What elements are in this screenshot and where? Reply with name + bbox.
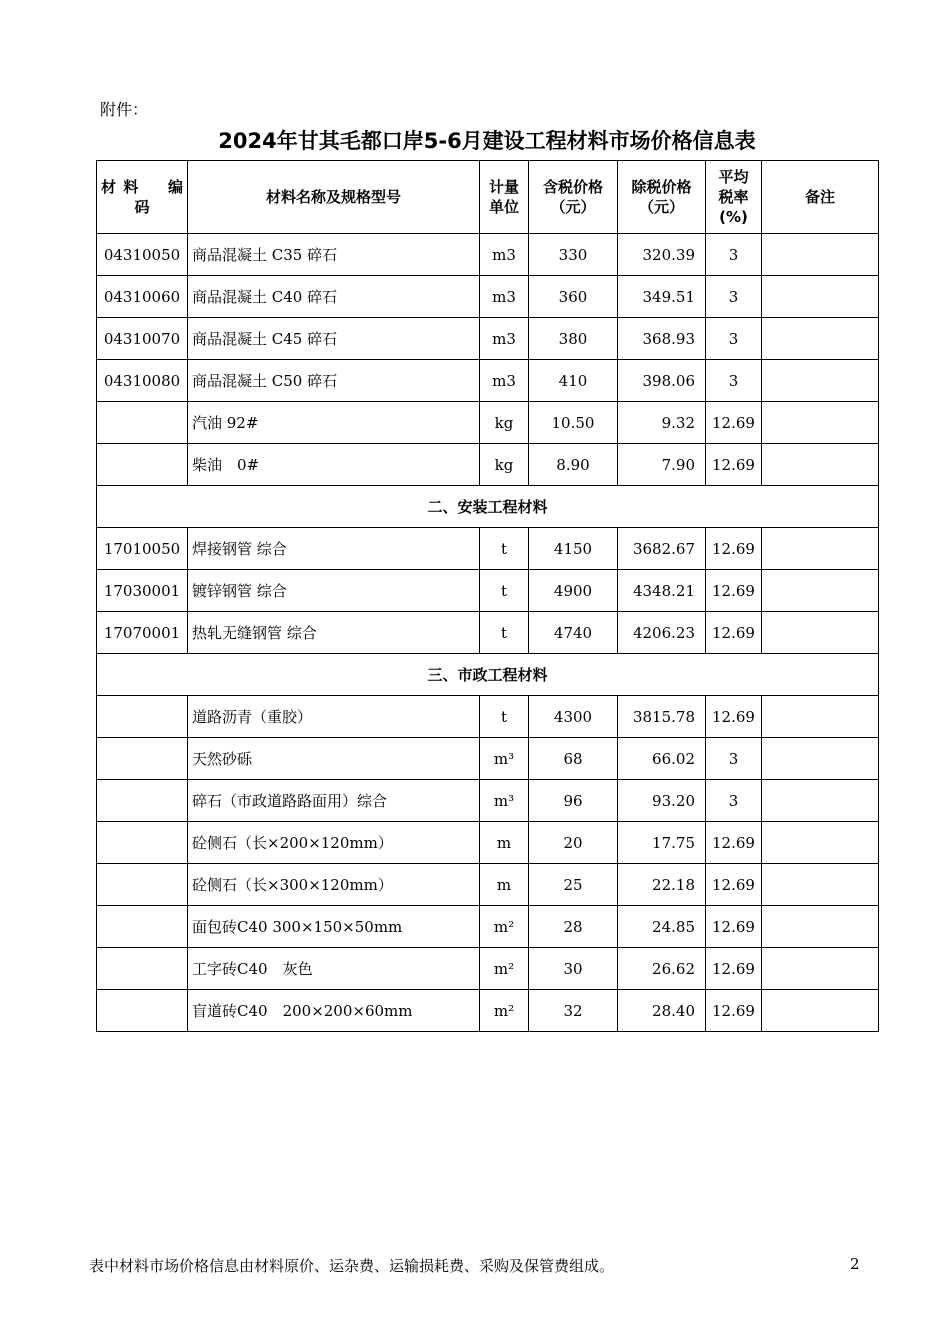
tax-rate-cell: 3 (706, 276, 762, 318)
price-without-tax-cell: 22.18 (618, 864, 706, 906)
section-header-row (97, 486, 879, 528)
remark-cell (762, 906, 879, 948)
table-row (97, 822, 879, 864)
remark-cell (762, 864, 879, 906)
tax-rate-cell: 12.69 (706, 570, 762, 612)
unit-cell: t (480, 696, 529, 738)
price-without-tax-cell: 4206.23 (618, 612, 706, 654)
page-title: 2024年甘其毛都口岸5-6月建设工程材料市场价格信息表 (218, 129, 756, 153)
tax-rate-cell: 12.69 (706, 696, 762, 738)
unit-cell: m² (480, 990, 529, 1032)
remark-cell (762, 360, 879, 402)
table-row (97, 360, 879, 402)
price-with-tax-cell: 30 (529, 948, 618, 990)
table-row (97, 234, 879, 276)
price-table (96, 160, 879, 1032)
header-price-tax (529, 161, 618, 234)
price-without-tax-cell: 26.62 (618, 948, 706, 990)
remark-cell (762, 990, 879, 1032)
material-code-cell (97, 738, 188, 780)
table-row (97, 612, 879, 654)
material-code-cell: 04310080 (97, 360, 188, 402)
material-name-cell: 柴油 0# (188, 444, 480, 486)
remark-cell (762, 570, 879, 612)
header-code (97, 161, 188, 234)
remark-cell (762, 402, 879, 444)
table-row (97, 570, 879, 612)
material-code-cell (97, 696, 188, 738)
header-code-line1: 材料 编 (101, 178, 183, 196)
unit-cell: m3 (480, 234, 529, 276)
tax-rate-cell: 12.69 (706, 444, 762, 486)
tax-rate-cell: 12.69 (706, 528, 762, 570)
material-name-cell: 道路沥青（重胶） (188, 696, 480, 738)
material-name-cell: 天然砂砾 (188, 738, 480, 780)
price-without-tax-cell: 368.93 (618, 318, 706, 360)
material-name-cell: 盲道砖C40 200×200×60mm (188, 990, 480, 1032)
unit-cell: t (480, 570, 529, 612)
material-name-cell: 砼侧石（长×300×120mm） (188, 864, 480, 906)
price-with-tax-cell: 20 (529, 822, 618, 864)
material-code-cell (97, 822, 188, 864)
price-with-tax-cell: 8.90 (529, 444, 618, 486)
tax-rate-cell: 3 (706, 234, 762, 276)
remark-cell (762, 234, 879, 276)
price-without-tax-cell: 398.06 (618, 360, 706, 402)
price-with-tax-cell: 10.50 (529, 402, 618, 444)
section-header-row (97, 654, 879, 696)
tax-rate-cell: 3 (706, 360, 762, 402)
unit-cell: m² (480, 906, 529, 948)
header-row (97, 161, 879, 234)
price-with-tax-cell: 4740 (529, 612, 618, 654)
material-name-cell: 商品混凝土 C45 碎石 (188, 318, 480, 360)
remark-cell (762, 780, 879, 822)
tax-rate-cell: 12.69 (706, 864, 762, 906)
price-with-tax-cell: 68 (529, 738, 618, 780)
price-without-tax-cell: 7.90 (618, 444, 706, 486)
unit-cell: m3 (480, 318, 529, 360)
price-without-tax-cell: 4348.21 (618, 570, 706, 612)
price-with-tax-cell: 25 (529, 864, 618, 906)
price-without-tax-cell: 24.85 (618, 906, 706, 948)
table-row (97, 738, 879, 780)
material-name-cell: 砼侧石（长×200×120mm） (188, 822, 480, 864)
remark-cell (762, 318, 879, 360)
remark-cell (762, 276, 879, 318)
material-code-cell: 04310060 (97, 276, 188, 318)
material-code-cell: 17030001 (97, 570, 188, 612)
tax-rate-cell: 3 (706, 318, 762, 360)
table-row (97, 780, 879, 822)
material-name-cell: 热轧无缝钢管 综合 (188, 612, 480, 654)
unit-cell: m³ (480, 738, 529, 780)
unit-cell: m (480, 822, 529, 864)
header-code-line2: 码 (134, 198, 150, 216)
unit-cell: kg (480, 444, 529, 486)
tax-rate-cell: 3 (706, 780, 762, 822)
tax-rate-cell: 12.69 (706, 906, 762, 948)
price-with-tax-cell: 380 (529, 318, 618, 360)
material-name-cell: 面包砖C40 300×150×50mm (188, 906, 480, 948)
material-code-cell: 17010050 (97, 528, 188, 570)
table-row (97, 528, 879, 570)
header-name: 材料名称及规格型号 (188, 161, 480, 234)
tax-rate-cell: 12.69 (706, 990, 762, 1032)
remark-cell (762, 948, 879, 990)
price-with-tax-cell: 4300 (529, 696, 618, 738)
material-name-cell: 焊接钢管 综合 (188, 528, 480, 570)
unit-cell: m (480, 864, 529, 906)
price-without-tax-cell: 66.02 (618, 738, 706, 780)
price-without-tax-cell: 3815.78 (618, 696, 706, 738)
header-unit (480, 161, 529, 234)
section-title: 二、安装工程材料 (97, 486, 879, 528)
header-unit-line1: 计量 (488, 178, 519, 196)
unit-cell: m² (480, 948, 529, 990)
price-without-tax-cell: 93.20 (618, 780, 706, 822)
price-with-tax-cell: 360 (529, 276, 618, 318)
table-row (97, 906, 879, 948)
table-row (97, 990, 879, 1032)
material-name-cell: 碎石（市政道路路面用）综合 (188, 780, 480, 822)
table-row (97, 444, 879, 486)
price-without-tax-cell: 3682.67 (618, 528, 706, 570)
unit-cell: t (480, 612, 529, 654)
material-code-cell (97, 444, 188, 486)
footer-note: 表中材料市场价格信息由材料原价、运杂费、运输损耗费、采购及保管费组成。 (89, 1257, 615, 1275)
tax-rate-cell: 12.69 (706, 948, 762, 990)
price-without-tax-cell: 17.75 (618, 822, 706, 864)
table-row (97, 948, 879, 990)
header-price-notax (618, 161, 706, 234)
attachment-label: 附件： (100, 100, 149, 119)
material-code-cell (97, 990, 188, 1032)
price-with-tax-cell: 28 (529, 906, 618, 948)
material-code-cell: 04310050 (97, 234, 188, 276)
material-name-cell: 商品混凝土 C35 碎石 (188, 234, 480, 276)
material-name-cell: 工字砖C40 灰色 (188, 948, 480, 990)
material-name-cell: 商品混凝土 C40 碎石 (188, 276, 480, 318)
material-code-cell (97, 402, 188, 444)
table-row (97, 696, 879, 738)
header-price-tax-line2: （元） (550, 198, 596, 216)
page-number: 2 (850, 1255, 860, 1273)
header-rate (706, 161, 762, 234)
remark-cell (762, 738, 879, 780)
material-code-cell (97, 948, 188, 990)
header-price-tax-line1: 含税价格 (542, 178, 603, 196)
unit-cell: m³ (480, 780, 529, 822)
unit-cell: kg (480, 402, 529, 444)
unit-cell: m3 (480, 360, 529, 402)
header-remark: 备注 (762, 161, 879, 234)
material-name-cell: 汽油 92# (188, 402, 480, 444)
tax-rate-cell: 3 (706, 738, 762, 780)
header-rate-line2: 税率 (718, 188, 749, 206)
price-with-tax-cell: 96 (529, 780, 618, 822)
unit-cell: t (480, 528, 529, 570)
price-without-tax-cell: 320.39 (618, 234, 706, 276)
header-rate-line3: (%) (719, 208, 748, 226)
material-name-cell: 镀锌钢管 综合 (188, 570, 480, 612)
price-with-tax-cell: 4150 (529, 528, 618, 570)
material-code-cell: 04310070 (97, 318, 188, 360)
price-with-tax-cell: 410 (529, 360, 618, 402)
tax-rate-cell: 12.69 (706, 402, 762, 444)
remark-cell (762, 696, 879, 738)
material-code-cell (97, 864, 188, 906)
material-code-cell: 17070001 (97, 612, 188, 654)
header-rate-line1: 平均 (718, 168, 749, 186)
header-unit-line2: 单位 (488, 198, 519, 216)
table-row (97, 276, 879, 318)
remark-cell (762, 444, 879, 486)
price-with-tax-cell: 4900 (529, 570, 618, 612)
header-price-notax-line2: （元） (638, 198, 684, 216)
material-name-cell: 商品混凝土 C50 碎石 (188, 360, 480, 402)
material-code-cell (97, 906, 188, 948)
header-price-notax-line1: 除税价格 (631, 178, 692, 196)
section-title: 三、市政工程材料 (97, 654, 879, 696)
price-with-tax-cell: 32 (529, 990, 618, 1032)
table-row (97, 402, 879, 444)
tax-rate-cell: 12.69 (706, 612, 762, 654)
price-without-tax-cell: 349.51 (618, 276, 706, 318)
table-row (97, 318, 879, 360)
remark-cell (762, 528, 879, 570)
material-code-cell (97, 780, 188, 822)
price-with-tax-cell: 330 (529, 234, 618, 276)
remark-cell (762, 612, 879, 654)
remark-cell (762, 822, 879, 864)
price-without-tax-cell: 28.40 (618, 990, 706, 1032)
price-without-tax-cell: 9.32 (618, 402, 706, 444)
unit-cell: m3 (480, 276, 529, 318)
table-row (97, 864, 879, 906)
tax-rate-cell: 12.69 (706, 822, 762, 864)
